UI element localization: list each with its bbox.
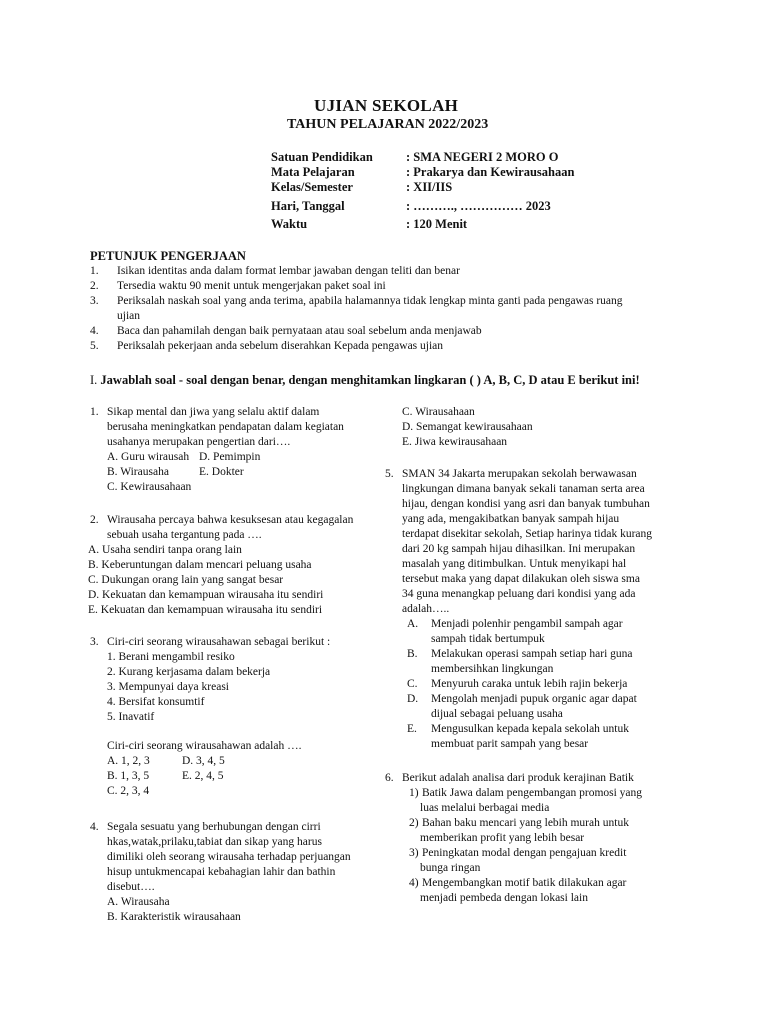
- answer-option[interactable]: A. 1, 2, 3 D. 3, 4, 5: [107, 755, 225, 767]
- instruction-item: 5. Periksalah pekerjaan anda sebelum diserahkan Kepada pengawas ujian: [90, 340, 444, 352]
- answer-option[interactable]: C. Dukungan orang lain yang sangat besar: [88, 574, 284, 586]
- instruction-item: 3. Periksalah naskah soal yang anda terima, apabila halamannya tidak lengkap minta ganti pada pengawas ruang: [90, 295, 623, 307]
- identity-label: Satuan Pendidikan: [271, 150, 373, 164]
- answer-option[interactable]: E. Jiwa kewirausahaan: [402, 436, 508, 448]
- answer-option[interactable]: B. Wirausaha E. Dokter: [107, 466, 244, 478]
- identity-value: : Prakarya dan Kewirausahaan: [406, 165, 575, 179]
- question-3: 3. Ciri-ciri seorang wirausahawan sebagai berikut : 1. Berani mengambil resiko 2. Kurang kerjasama dalam bekerja 3. Mempunyai daya kreasi 4. Bersifat konsumtif 5. Inavatif Ciri-ciri seorang wirausahawan adalah …. A. 1, 2, 3 D. 3, 4, 5 B. 1, 3, 5 E. 2, 4, 5 C. 2, 3, 4: [90, 635, 390, 799]
- list-item: 1) Batik Jawa dalam pengembangan promosi yang: [409, 787, 643, 799]
- exam-title: UJIAN SEKOLAH: [314, 96, 459, 115]
- question-5: 5. SMAN 34 Jakarta merupakan sekolah berwawasan lingkungan dimana banyak sekali tanaman serta area hijau, dengan kondisi yang asri dan banyak tumbuhan yang ada, mengakibatkan banyak sampah hijau terdapat disekitar sekolah, Setiap harinya tidak kurang dari 20 kg sampah hijau dihasilkan. Ini merupakan masalah yang ditimbulkan. Untuk menyikapi hal tersebut maka yang dapat dilakukan oleh siswa sma 34 guna menangkap peluang dari kondisi yang ada adalah….. A. Menjadi polenhir pengambil sampah agar sampah tidak bertumpuk B. Melakukan operasi sampah setiap hari guna membersihkan lingkungan C. Menyuruh caraka untuk lebih rajin bekerja D. Mengolah menjadi pupuk organic agar dapat dijual sebagai peluang usaha E. Mengusulkan kepada kepala sekolah untuk membuat parit sampah yang besar: [385, 467, 685, 752]
- identity-label: Mata Pelajaran: [271, 165, 355, 179]
- list-item: 3) Peningkatan modal dengan pengajuan kredit: [409, 847, 627, 859]
- answer-option[interactable]: B. 1, 3, 5 E. 2, 4, 5: [107, 770, 224, 782]
- identity-value: : 120 Menit: [406, 217, 468, 231]
- answer-option[interactable]: D. Kekuatan dan kemampuan wirausaha itu sendiri: [88, 589, 324, 601]
- answer-option[interactable]: B. Karakteristik wirausahaan: [107, 911, 241, 923]
- academic-year: TAHUN PELAJARAN 2022/2023: [287, 117, 489, 132]
- instruction-item: 4. Baca dan pahamilah dengan baik pernyataan atau soal sebelum anda menjawab: [90, 325, 482, 337]
- answer-option[interactable]: E. Mengusulkan kepada kepala sekolah untuk: [407, 723, 629, 735]
- question-4: 4. Segala sesuatu yang berhubungan dengan cirri hkas,watak,prilaku,tabiat dan sikap yang harus dimiliki oleh seorang wirausaha terhadap perjuangan hisup untukmencapai kebahagian lahir dan bathin disebut…. A. Wirausaha B. Karakteristik wirausahaan: [90, 820, 390, 925]
- instruction-item: 2. Tersedia waktu 90 menit untuk mengerjakan paket soal ini: [90, 280, 386, 292]
- answer-option[interactable]: C. Wirausahaan: [402, 406, 475, 418]
- question-4-options-cont: [402, 405, 702, 450]
- question-2: 2. Wirausaha percaya bahwa kesuksesan atau kegagalan sebuah usaha tergantung pada …. A. Usaha sendiri tanpa orang lain B. Keberuntungan dalam mencari peluang usaha C. Dukungan orang lain yang sangat besar D. Kekuatan dan kemampuan wirausaha itu sendiri E. Kekuatan dan kemampuan wirausaha itu sendiri: [90, 513, 390, 618]
- answer-option[interactable]: C. Menyuruh caraka untuk lebih rajin bekerja: [407, 678, 628, 690]
- identity-value: : ………., …………… 2023: [406, 199, 551, 213]
- identity-value: : XII/IIS: [406, 180, 453, 194]
- instructions-heading: PETUNJUK PENGERJAAN: [90, 249, 246, 263]
- answer-option[interactable]: A. Usaha sendiri tanpa orang lain: [88, 544, 242, 556]
- instructions-list: [90, 264, 690, 354]
- identity-value: : SMA NEGERI 2 MORO O: [406, 150, 559, 164]
- question-1: 1. Sikap mental dan jiwa yang selalu aktif dalam berusaha meningkatkan pendapatan dalam kegiatan usahanya merupakan pengertian dari…. A. Guru wirausah D. Pemimpin B. Wirausaha E. Dokter C. Kewirausahaan: [90, 405, 390, 495]
- answer-option[interactable]: B. Melakukan operasi sampah setiap hari guna: [407, 648, 633, 660]
- instruction-item-cont: ujian: [117, 310, 140, 322]
- question-6: 6. Berikut adalah analisa dari produk kerajinan Batik 1) Batik Jawa dalam pengembangan promosi yang luas melalui berbagai media 2) Bahan baku mencari yang lebih murah untuk memberikan profit yang lebih besar 3) Peningkatan modal dengan pengajuan kredit bunga ringan 4) Mengembangkan motif batik dilakukan agar menjadi pembeda dengan lokasi lain: [385, 771, 685, 906]
- answer-option[interactable]: C. 2, 3, 4: [107, 785, 150, 797]
- instruction-item: 1. Isikan identitas anda dalam format lembar jawaban dengan teliti dan benar: [90, 265, 460, 277]
- answer-option[interactable]: D. Mengolah menjadi pupuk organic agar dapat: [407, 693, 637, 705]
- identity-label: Waktu: [271, 217, 308, 231]
- answer-option[interactable]: C. Kewirausahaan: [107, 481, 192, 493]
- answer-option[interactable]: A. Menjadi polenhir pengambil sampah agar: [407, 618, 623, 630]
- answer-option[interactable]: D. Semangat kewirausahaan: [402, 421, 533, 433]
- identity-label: Kelas/Semester: [271, 180, 353, 194]
- identity-label: Hari, Tanggal: [271, 199, 345, 213]
- answer-option[interactable]: B. Keberuntungan dalam mencari peluang usaha: [88, 559, 312, 571]
- answer-option[interactable]: A. Guru wirausah D. Pemimpin: [107, 451, 261, 463]
- list-item: 2) Bahan baku mencari yang lebih murah untuk: [409, 817, 629, 829]
- section-title: I. Jawablah soal - soal dengan benar, dengan menghitamkan lingkaran ( ) A, B, C, D atau E berikut ini!: [90, 373, 640, 387]
- answer-option[interactable]: A. Wirausaha: [107, 896, 170, 908]
- list-item: 4) Mengembangkan motif batik dilakukan agar: [409, 877, 627, 889]
- answer-option[interactable]: E. Kekuatan dan kemampuan wirausaha itu sendiri: [88, 604, 323, 616]
